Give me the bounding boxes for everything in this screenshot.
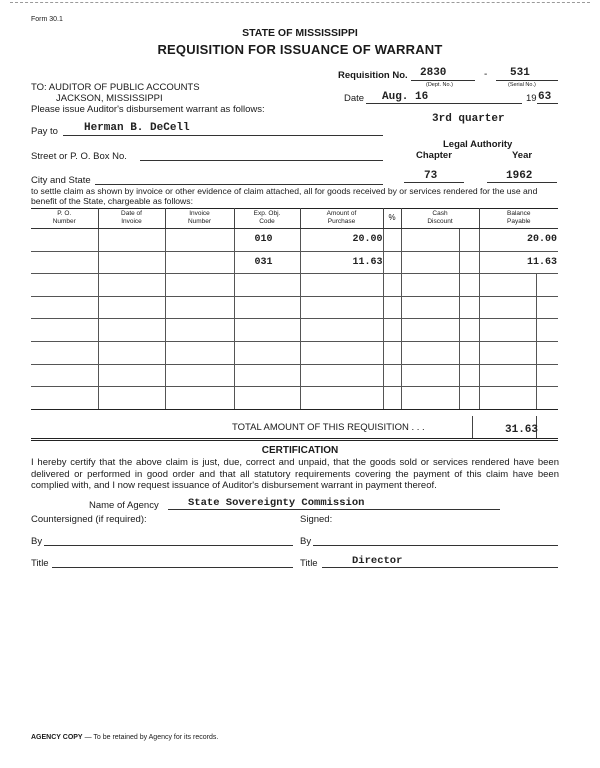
exp-code-cell: 010 [234,229,300,252]
chapter-value: 73 [424,170,438,182]
table-row [31,341,558,364]
city-state-label: City and State [31,175,91,186]
discount-cell [401,251,459,274]
legal-year-line [487,182,557,183]
serial-no-caption: (Serial No.) [508,82,536,88]
po-number-header: P. O. Number [31,209,98,229]
dept-no-caption: (Dept. No.) [426,82,453,88]
year-prefix: 19 [526,93,537,104]
year-line [537,103,558,104]
to-auditor: TO: AUDITOR OF PUBLIC ACCOUNTS [31,82,200,93]
balance-payable-header: Balance Payable [479,209,558,229]
signed-by-line [313,545,558,546]
dept-no-line [411,80,475,81]
agency-copy-text: — To be retained by Agency for its records. [84,734,219,741]
balance-cell: 11.63 [479,251,558,274]
date-cell [98,251,165,274]
total-label: TOTAL AMOUNT OF THIS REQUISITION . . . [232,422,425,433]
signer-title-line [322,567,558,568]
invoice-date-header: Date of Invoice [98,209,165,229]
countersign-by-label: By [31,536,43,547]
total-value: 31.63 [505,424,539,436]
settle-claim-text: to settle claim as shown by invoice or other evidence of claim attached, all for goods received by or services rendered for the use and benefit of the State, chargeable as follows: [31,186,538,206]
year-column-label: Year [512,150,533,161]
city-state-line [95,184,383,185]
street-label: Street or P. O. Box No. [31,151,127,162]
date-line [366,103,522,104]
signer-title-value: Director [352,555,403,567]
date-value: Aug. 16 [382,91,429,103]
countersigned-label: Countersigned (if required): [31,514,147,525]
certification-text: I hereby certify that the above claim is just, due, correct and unpaid, that the goods sold or services rendered have been delivered or performed in good order and that all statutory requirements covering the payment of this claim have been complied with, and I now request issuance of Auditor's disbursement warrant in payment thereof. [31,457,559,491]
countersign-by-line [44,545,293,546]
exp-code-cell: 031 [234,251,300,274]
legal-authority-label: Legal Authority [443,139,513,150]
purchase-amount-header: Amount of Purchase [300,209,383,229]
percent-cell [383,229,401,252]
pay-to-label: Pay to [31,126,58,137]
total-rule-bottom [31,440,558,441]
legal-year-value: 1962 [506,170,533,182]
table-row [31,251,558,274]
table-row [31,296,558,319]
page-title: REQUISITION FOR ISSUANCE OF WARRANT [157,42,443,57]
agency-copy-label: AGENCY COPY [31,734,83,741]
percent-cell [383,251,401,274]
table-header-row [31,209,558,229]
chapter-line [404,182,464,183]
percent-header: % [383,209,401,229]
year-suffix-value: 63 [538,91,552,103]
amount-cell: 20.00 [300,229,383,252]
signed-by-label: By [300,536,312,547]
state-heading: STATE OF MISSISSIPPI [242,27,358,39]
countersign-title-label: Title [31,558,49,569]
requisition-label: Requisition No. [338,70,408,81]
serial-no-value: 531 [510,67,530,79]
date-cell [98,229,165,252]
perforation-line [10,2,590,3]
countersign-title-line [52,567,293,568]
amount-cell: 11.63 [300,251,383,274]
line-items-table [31,208,558,410]
invoice-cell [165,229,234,252]
serial-no-line [496,80,558,81]
invoice-number-header: Invoice Number [165,209,234,229]
po-cell [31,229,98,252]
signer-title-label: Title [300,558,318,569]
discount-cents-cell [459,229,479,252]
table-row [31,387,558,410]
table-row [31,364,558,387]
certification-title: CERTIFICATION [261,445,339,456]
footer-note [31,734,218,741]
street-line [140,160,383,161]
date-label: Date [344,93,365,104]
chapter-label: Chapter [416,150,452,161]
total-rule-top [31,438,558,439]
total-divider [472,416,473,438]
quarter-value: 3rd quarter [432,113,505,125]
to-city: JACKSON, MISSISSIPPI [56,93,163,104]
payee-value: Herman B. DeCell [84,122,190,134]
invoice-cell [165,251,234,274]
balance-cell: 20.00 [479,229,558,252]
agency-value: State Sovereignty Commission [188,497,365,509]
requisition-dash: - [484,69,488,80]
table-row [31,229,558,252]
discount-cents-cell [459,251,479,274]
agency-label: Name of Agency [89,500,159,511]
cash-discount-header: Cash Discount [401,209,479,229]
table-row [31,319,558,342]
signed-label: Signed: [300,514,333,525]
instruction-text: Please issue Auditor's disbursement warrant as follows: [31,104,265,115]
agency-line [168,509,500,510]
exp-code-header: Exp. Obj. Code [234,209,300,229]
discount-cell [401,229,459,252]
table-row [31,274,558,297]
po-cell [31,251,98,274]
dept-no-value: 2830 [420,67,447,79]
pay-to-line [63,135,383,136]
form-number: Form 30.1 [31,16,63,23]
